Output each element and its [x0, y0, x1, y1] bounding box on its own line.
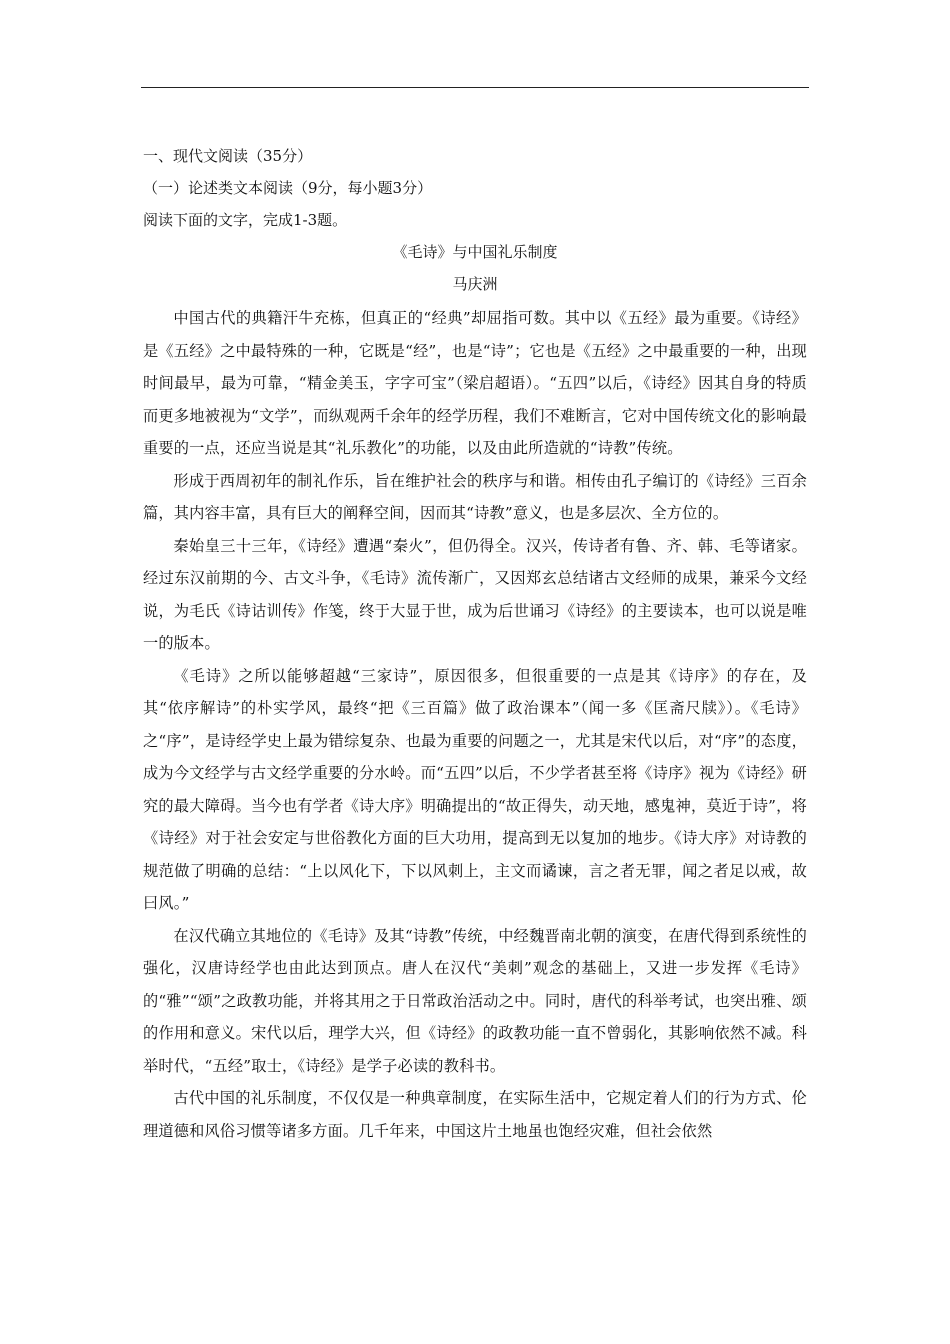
article-paragraph-3: 秦始皇三十三年，《诗经》遭遇“秦火”，但仍得全。汉兴，传诗者有鲁、齐、韩、毛等诸家。经过东汉前期的今、古文斗争，《毛诗》流传渐广，又因郑玄总结诸古文经师的成果，兼采今文经说，为毛氏《诗诂训传》作笺，终于大显于世，成为后世诵习《诗经》的主要读本，也可以说是唯一的版本。	[143, 536, 807, 652]
article-paragraph-1: 中国古代的典籍汗牛充栋，但真正的“经典”却屈指可数。其中以《五经》最为重要。《诗经》是《五经》之中最特殊的一种，它既是“经”，也是“诗”；它也是《五经》之中最重要的一种，出现时间最早，最为可靠，“精金美玉，字字可宝”（梁启超语）。“五四”以后，《诗经》因其自身的特质而更多地被视为“文学”，而纵观两千余年的经学历程，我们不难断言，它对中国传统文化的影响最重要的一点，还应当说是其“礼乐教化”的功能，以及由此所造就的“诗教”传统。	[143, 309, 807, 457]
article-paragraph-6: 古代中国的礼乐制度，不仅仅是一种典章制度，在实际生活中，它规定着人们的行为方式、伦理道德和风俗习惯等诸多方面。几千年来，中国这片土地虽也饱经灾难，但社会依然	[143, 1089, 807, 1140]
article-paragraph-5: 在汉代确立其地位的《毛诗》及其“诗教”传统，中经魏晋南北朝的演变，在唐代得到系统性的强化，汉唐诗经学也由此达到顶点。唐人在汉代“美刺”观念的基础上，又进一步发挥《毛诗》的“雅”“颂”之政教功能，并将其用之于日常政治活动之中。同时，唐代的科举考试，也突出雅、颂的作用和意义。宋代以后，理学大兴，但《诗经》的政教功能一直不曾弱化，其影响依然不减。科举时代，“五经”取士，《诗经》是学子必读的教科书。	[143, 926, 807, 1075]
article-paragraph-2: 形成于西周初年的制礼作乐，旨在维护社会的秩序与和谐。相传由孔子编订的《诗经》三百余篇，其内容丰富，具有巨大的阐释空间，因而其“诗教”意义，也是多层次、全方位的。	[143, 471, 807, 522]
subsection-heading: （一）论述类文本阅读（9分，每小题3分）	[143, 179, 433, 197]
document-body	[143, 146, 807, 1147]
article-title: 《毛诗》与中国礼乐制度	[392, 243, 558, 261]
header-rule	[141, 87, 809, 88]
section-heading: 一、现代文阅读（35分）	[143, 147, 313, 165]
reading-instruction: 阅读下面的文字，完成1-3题。	[143, 211, 348, 229]
article-author: 马庆洲	[452, 275, 498, 293]
article-paragraph-4: 《毛诗》之所以能够超越“三家诗”，原因很多，但很重要的一点是其《诗序》的存在，及其“依序解诗”的朴实学风，最终“把《三百篇》做了政治课本”（闻一多《匡斋尺牍》）。《毛诗》之“序”，是诗经学史上最为错综复杂、也最为重要的问题之一，尤其是宋代以后，对“序”的态度，成为今文经学与古文经学重要的分水岭。而“五四”以后，不少学者甚至将《诗序》视为《诗经》研究的最大障碍。当今也有学者《诗大序》明确提出的“故正得失，动天地，感鬼神，莫近于诗”，将《诗经》对于社会安定与世俗教化方面的巨大功用，提高到无以复加的地步。《诗大序》对诗教的规范做了明确的总结：“上以风化下，下以风刺上，主文而谲谏，言之者无罪，闻之者足以戒，故曰风。”	[143, 666, 807, 912]
